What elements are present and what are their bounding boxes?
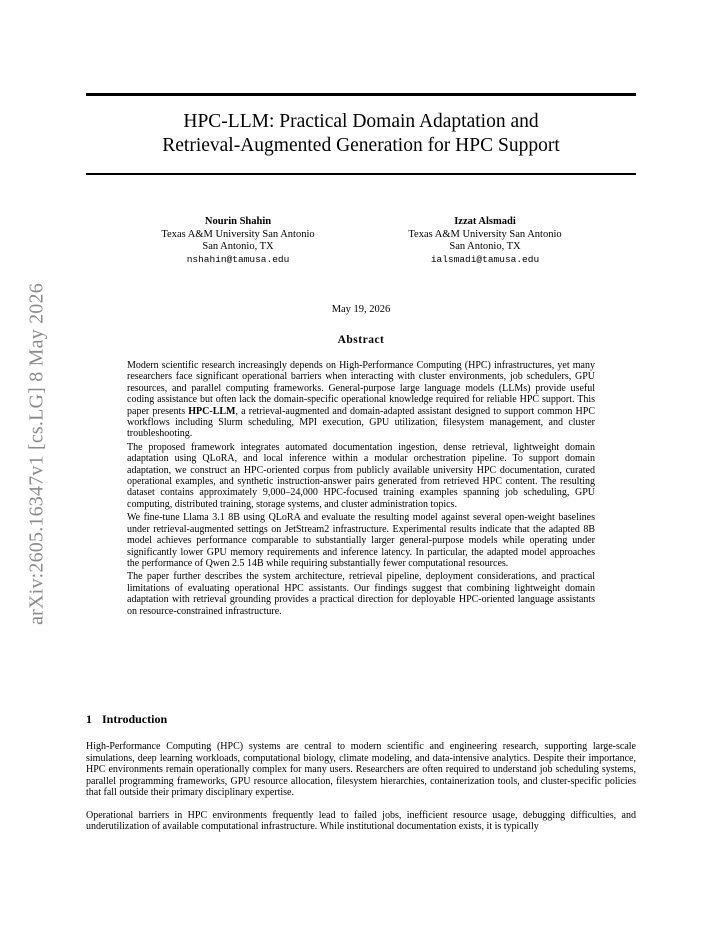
abstract-p1-text: Modern scientific research increasingly depends on High-Performance Computing (HPC) infrastructures, yet many researchers face significant operational barriers when interacting with cluster environments, job schedulers, GPU resources, and parallel computing frameworks. General-purpose large language models (LLMs) provide useful coding assistance but often lack the domain-specific operational knowledge required for reliable HPC support. This paper presents <box>127 360 595 417</box>
introduction-body <box>86 741 636 833</box>
abstract-body <box>127 360 595 619</box>
abstract-paragraph-2: The proposed framework integrates automated documentation ingestion, dense retrieval, lightweight domain adaptation using QLoRA, and local inference within a modular orchestration pipeline. To support domain adaptation, we construct an HPC-oriented corpus from publicly available university HPC documentation, curated operational examples, and synthetic instruction-answer pairs generated from retrieved HPC content. The resulting dataset contains approximately 9,000–24,000 HPC-focused training examples spanning job scheduling, GPU computing, distributed training, storage systems, and cluster administration topics. <box>127 441 595 510</box>
arxiv-identifier-stamp <box>22 262 52 646</box>
author-location: San Antonio, TX <box>449 241 521 252</box>
author-email[interactable]: nshahin@tamusa.edu <box>186 253 290 265</box>
author-name: Nourin Shahin <box>204 216 272 227</box>
abstract-paragraph-1 <box>127 360 595 440</box>
author-affiliation: Texas A&M University San Antonio <box>161 228 315 240</box>
intro-paragraph-1: High-Performance Computing (HPC) systems are central to modern scientific and engineering research, supporting large-scale simulations, deep learning workloads, computational biology, climate modeling, and data-intensive analytics. Despite their importance, HPC environments remain operationally complex for many users. Researchers are often required to understand job scheduling systems, parallel programming frameworks, GPU resource allocation, filesystem hierarchies, containerization tools, and cluster-specific policies that fall outside their primary disciplinary expertise. <box>86 741 636 798</box>
author-email[interactable]: ialsmadi@tamusa.edu <box>430 253 540 265</box>
abstract-paragraph-3: We fine-tune Llama 3.1 8B using QLoRA and evaluate the resulting model against several open-weight baselines under retrieval-augmented settings on JetStream2 infrastructure. Experimental results indicate that the adapted 8B model achieves performance comparable to substantially larger general-purpose models while operating under significantly lower GPU memory requirements and inference latency. In particular, the adapted model approaches the performance of Qwen 2.5 14B while requiring substantially fewer computational resources. <box>127 512 595 569</box>
title-line-1: HPC-LLM: Practical Domain Adaptation and <box>183 111 539 132</box>
author-block-1 <box>108 216 368 266</box>
intro-paragraph-2: Operational barriers in HPC environments frequently lead to failed jobs, inefficient resource usage, debugging difficulties, and underutilization of available computational infrastructure. While institutional documentation exists, it is typically <box>86 809 636 832</box>
section-heading-introduction <box>86 712 167 727</box>
title-top-rule <box>86 93 636 96</box>
section-title: Introduction <box>102 712 168 726</box>
title-bottom-rule <box>86 173 636 175</box>
author-name: Izzat Alsmadi <box>454 216 516 227</box>
system-name-bold: HPC-LLM <box>188 405 236 417</box>
paper-title <box>86 110 636 158</box>
author-affiliation: Texas A&M University San Antonio <box>408 228 562 240</box>
author-block-2 <box>355 216 615 266</box>
section-number: 1 <box>86 712 92 726</box>
abstract-p1-text-cont: , a retrieval-augmented and domain-adapted assistant designed to support common HPC workflows including Slurm scheduling, MPI execution, GPU utilization, filesystem management, and cluster troubleshooting. <box>127 405 595 440</box>
paper-date: May 19, 2026 <box>331 304 391 315</box>
abstract-heading: Abstract <box>337 334 385 346</box>
abstract-paragraph-4: The paper further describes the system architecture, retrieval pipeline, deployment considerations, and practical limitations of evaluating operational HPC assistants. Our findings suggest that combining lightweight domain adaptation with retrieval grounding provides a practical direction for deployable HPC-oriented language assistants on resource-constrained infrastructure. <box>127 571 595 617</box>
author-location: San Antonio, TX <box>202 241 274 252</box>
arxiv-id-text: arXiv:2605.16347v1 [cs.LG] 8 May 2026 <box>25 283 48 625</box>
title-line-2: Retrieval-Augmented Generation for HPC Support <box>162 135 560 156</box>
